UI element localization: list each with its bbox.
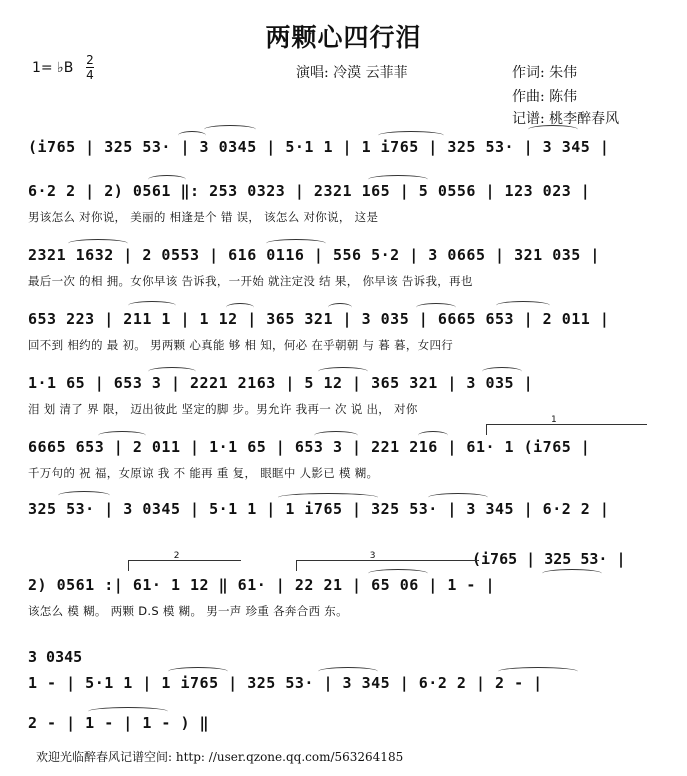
notation-line: 2321 1632 | 2 0553 | 616 0116 | 556 5·2 | 3 0665 | 321 035 | [28,246,600,264]
slur [542,569,602,578]
slur [58,491,110,500]
slur [128,301,176,310]
slur [496,301,550,310]
song-title: 两颗心四行泪 [265,23,422,52]
lyricist-credit: 作词: 朱伟 [512,65,578,81]
volta-ending: 3 [296,560,479,571]
notation-line: (i765 | 325 53· | 3 0345 | 5·1 1 | 1 i765 | 325 53· | 3 345 | [28,138,610,156]
key-signature: 1= ♭B [32,60,74,76]
lyric-line: 男该怎么 对你说， 美丽的 相逢是个 错 误， 该怎么 对你说， 这是 [28,210,379,224]
volta-ending: 1 [486,424,647,435]
notation-line: 653 223 | 211 1 | 1 12 | 365 321 | 3 035 | 6665 653 | 2 011 | [28,310,610,328]
time-signature [86,54,94,81]
notation-line: 2) 0561 :| 61· 1 12 ‖ 61· | 22 21 | 65 06 | 1 - | [28,576,496,594]
slur [204,125,256,134]
notation-line: 1·1 65 | 653 3 | 2221 2163 | 5 12 | 365 321 | 3 035 | [28,374,534,392]
notation-line: 1 - | 5·1 1 | 1 i765 | 325 53· | 3 345 | 6·2 2 | 2 - | [28,674,543,692]
volta-ending: 2 [128,560,241,571]
transcriber-credit: 记谱: 桃李醉春风 [512,111,620,127]
notation-line: 6·2 2 | 2) 0561 ‖: 253 0323 | 2321 165 | 5 0556 | 123 023 | [28,182,591,200]
time-signature-top: 2 [86,53,94,67]
notation-line-upper: 3 0345 [28,648,83,666]
lyric-line: 泪 划 清了 界 限， 迈出彼此 坚定的脚 步。男允许 我再一 次 说 出， 对你 [28,402,418,416]
slur [528,125,578,134]
singer-credit: 演唱: 冷漠 云菲菲 [296,65,408,81]
notation-line: 6665 653 | 2 011 | 1·1 65 | 653 3 | 221 216 | 61· 1 (i765 | [28,438,591,456]
notation-line: 2 - | 1 - | 1 - ) ‖ [28,714,210,732]
notation-line-upper: (i765 | 325 53· | [472,550,626,568]
lyric-line: 该怎么 模 糊。 两颗 D.S 模 糊。 男一声 珍重 各奔合西 东。 [28,604,348,618]
footer-note: 欢迎光临醉春风记谱空间: http: //user.qzone.qq.com/563264185 [36,750,404,764]
composer-credit: 作曲: 陈伟 [512,89,578,105]
lyric-line: 回不到 相约的 最 初。 男两颗 心真能 够 相 知，何必 在乎朝朝 与 暮 暮，女四行 [28,338,454,352]
notation-line: 325 53· | 3 0345 | 5·1 1 | 1 i765 | 325 53· | 3 345 | 6·2 2 | [28,500,610,518]
lyric-line: 最后一次 的相 拥。女你早该 告诉我，一开始 就注定没 结 果， 你早该 告诉我，再也 [28,274,473,288]
lyric-line: 千万句的 祝 福，女原谅 我 不 能再 重 复， 眼眶中 人影已 模 糊。 [28,466,379,480]
time-signature-bottom: 4 [86,68,94,82]
